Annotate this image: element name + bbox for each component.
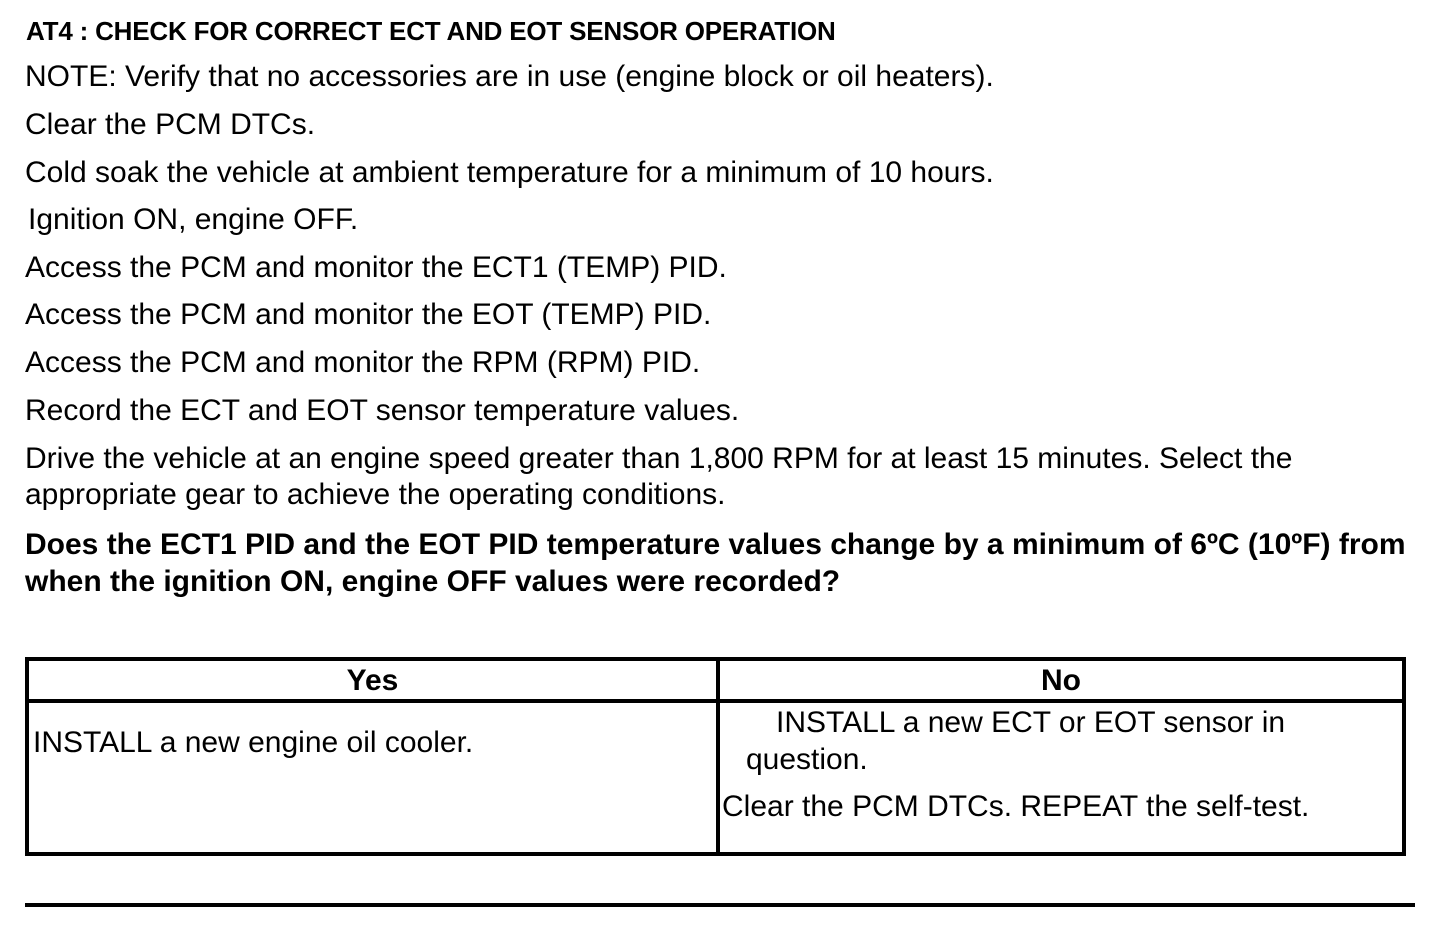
step-note: NOTE: Verify that no accessories are in use (engine block or oil heaters).: [25, 60, 994, 93]
answer-table: [25, 657, 1406, 856]
step-cold-soak: Cold soak the vehicle at ambient temperature for a minimum of 10 hours.: [25, 156, 994, 189]
no-action-repeat-self-test: Clear the PCM DTCs. REPEAT the self-test.: [722, 790, 1310, 823]
yes-action: INSTALL a new engine oil cooler.: [33, 726, 474, 759]
step-monitor-eot: Access the PCM and monitor the EOT (TEMP) PID.: [25, 298, 712, 331]
step-monitor-rpm: Access the PCM and monitor the RPM (RPM) PID.: [25, 346, 701, 379]
decision-question: Does the ECT1 PID and the EOT PID temperature values change by a minimum of 6ºC (10ºF) from when the ignition ON, engine OFF values were recorded?: [25, 528, 1406, 598]
procedure-title: AT4 : CHECK FOR CORRECT ECT AND EOT SENSOR OPERATION: [26, 16, 836, 46]
step-ignition-on: Ignition ON, engine OFF.: [28, 203, 359, 236]
no-action-install-sensor-cont: question.: [746, 743, 868, 776]
step-drive-vehicle: Drive the vehicle at an engine speed greater than 1,800 RPM for at least 15 minutes. Select the appropriate gear to achieve the operating conditions.: [25, 442, 1293, 511]
step-clear-dtcs: Clear the PCM DTCs.: [25, 108, 316, 141]
no-action-install-sensor: INSTALL a new ECT or EOT sensor in: [776, 706, 1286, 739]
no-header: No: [1041, 664, 1081, 697]
yes-header: Yes: [346, 664, 399, 697]
step-record-values: Record the ECT and EOT sensor temperature values.: [25, 394, 740, 427]
header-divider: [29, 699, 1402, 703]
bottom-rule: [25, 903, 1415, 907]
step-monitor-ect1: Access the PCM and monitor the ECT1 (TEMP) PID.: [25, 251, 727, 284]
